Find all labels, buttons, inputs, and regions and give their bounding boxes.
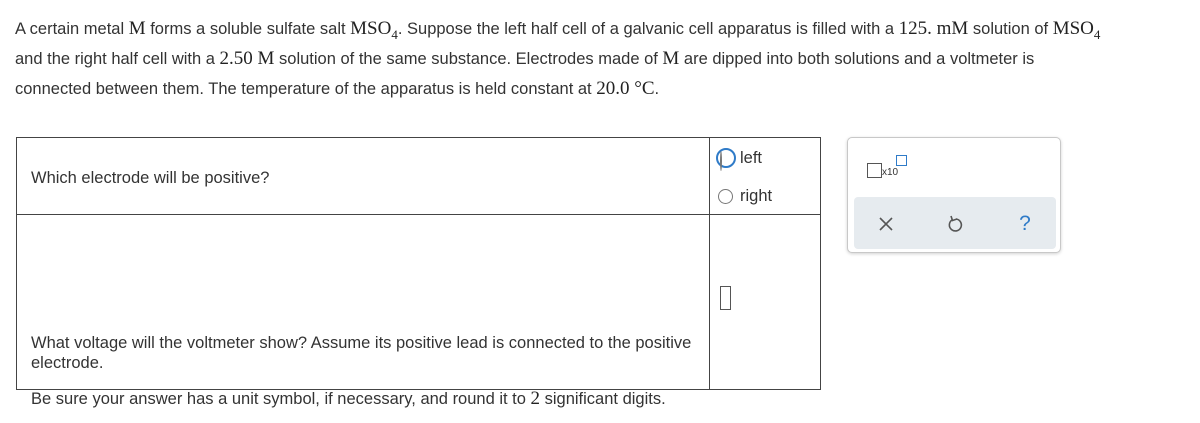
undo-icon xyxy=(948,215,964,233)
radio-left[interactable] xyxy=(716,148,736,168)
problem-line-1: A certain metal M forms a soluble sulfate salt $MSO_4$. Suppose the left half cell of a galvanic cell apparatus is filled with a 125. mM solution of $MSO_4$ xyxy=(15,18,1101,42)
question-2-note: Be sure your answer has a unit symbol, if necessary, and round it to 2 significant digits. xyxy=(31,388,666,409)
question-1-cell xyxy=(17,138,710,215)
question-2-cell xyxy=(17,215,710,409)
x10-label: x10 xyxy=(882,167,899,178)
tool-bar xyxy=(854,197,1056,249)
math-tool-panel xyxy=(847,137,1061,253)
salt-formula: $MSO_4$ xyxy=(350,18,398,42)
metal-symbol: M xyxy=(128,18,146,39)
undo-button[interactable] xyxy=(945,213,967,235)
option-left-label: left xyxy=(740,148,763,167)
metal-symbol: M xyxy=(662,48,680,69)
help-button[interactable] xyxy=(1014,213,1036,235)
electrode-choice-cell xyxy=(710,138,820,215)
salt-formula: $MSO_4$ xyxy=(1052,18,1101,42)
radio-right[interactable] xyxy=(718,189,733,204)
question-1-text: Which electrode will be positive? xyxy=(31,169,270,187)
question-mark-icon: ? xyxy=(1019,212,1031,235)
voltage-answer-input[interactable] xyxy=(720,286,731,310)
close-icon xyxy=(879,217,893,231)
mantissa-box-icon xyxy=(867,163,882,178)
problem-line-3: connected between them. The temperature of the apparatus is held constant at 20.0 °C. xyxy=(15,78,660,99)
problem-statement xyxy=(15,14,1190,104)
temperature-value: 20.0 °C xyxy=(596,78,655,99)
option-left[interactable] xyxy=(718,148,762,168)
option-right-label: right xyxy=(740,187,773,205)
left-concentration: 125. mM xyxy=(898,18,969,39)
clear-button[interactable] xyxy=(875,213,897,235)
option-right[interactable] xyxy=(718,187,772,206)
question-2-text: What voltage will the voltmeter show? Assume its positive lead is connected to the positive electrode. xyxy=(31,334,692,372)
scientific-notation-button[interactable] xyxy=(867,153,911,183)
sig-fig-count: 2 xyxy=(530,388,541,409)
exponent-box-icon xyxy=(896,155,907,166)
right-concentration: 2.50 M xyxy=(219,48,275,69)
answer-table xyxy=(16,137,821,409)
problem-line-2: and the right half cell with a 2.50 M solution of the same substance. Electrodes made of M are dipped into both solutions and a voltmeter is xyxy=(15,48,1035,69)
